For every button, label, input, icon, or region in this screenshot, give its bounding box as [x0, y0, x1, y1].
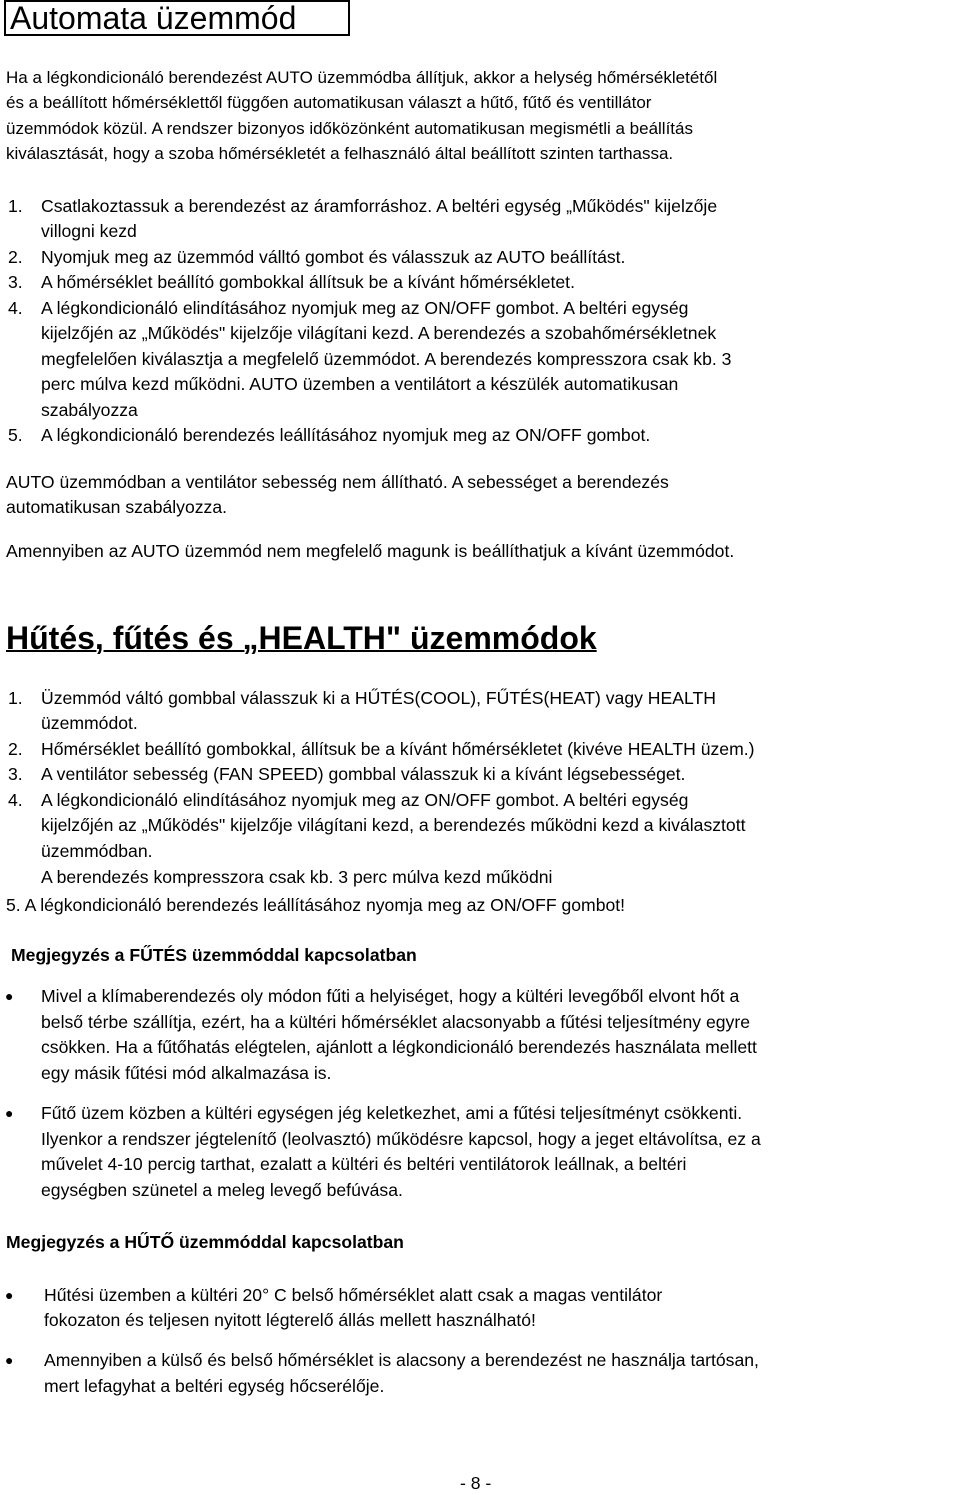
step-number: 3.: [8, 764, 23, 784]
step-number: 5.: [8, 425, 23, 445]
step-text: A ventilátor sebesség (FAN SPEED) gombbal válasszuk ki a kívánt légsebességet.: [41, 764, 686, 784]
bullet-text: egy másik fűtési mód alkalmazása is.: [41, 1063, 332, 1083]
bullet-text: Fűtő üzem közben a kültéri egységen jég keletkezhet, ami a fűtési teljesítményt csökkenti.: [41, 1103, 743, 1123]
cooling-note-title: Megjegyzés a HŰTŐ üzemmóddal kapcsolatban: [6, 1232, 404, 1252]
intro-line: Ha a légkondicionáló berendezést AUTO üzemmódba állítjuk, akkor a helység hőmérsékletétől: [6, 68, 718, 87]
intro-line: üzemmódok közül. A rendszer bizonyos időközönként automatikusan megismétli a beállítás: [6, 119, 693, 138]
bullet-text: Amennyiben a külső és belső hőmérséklet is alacsony a berendezést ne használja tartósan,: [44, 1350, 759, 1370]
section2-title: Hűtés, fűtés és „HEALTH" üzemmódok: [6, 620, 597, 656]
step-number: 4.: [8, 790, 23, 810]
bullet-text: mert lefagyhat a beltéri egység hőcserélője.: [44, 1376, 385, 1396]
bullet-icon: ●: [5, 1105, 14, 1121]
step-text: A hőmérséklet beállító gombokkal állítsuk be a kívánt hőmérsékletet.: [41, 272, 575, 292]
auto-note-line: automatikusan szabályozza.: [6, 497, 228, 517]
step-text: perc múlva kezd működni. AUTO üzemben a ventilátort a készülék automatikusan: [41, 374, 679, 394]
step-number: 4.: [8, 298, 23, 318]
step-text: A berendezés kompresszora csak kb. 3 perc múlva kezd működni: [41, 867, 553, 887]
bullet-text: Ilyenkor a rendszer jégtelenítő (leolvasztó) működésre kapcsol, hogy a jeget eltávolítsa, ez a: [41, 1129, 761, 1149]
step-text: megfelelően kiválasztja a megfelelő üzemmódot. A berendezés kompresszora csak kb. 3: [41, 349, 732, 369]
step-text: üzemmódot.: [41, 713, 138, 733]
step-text: A légkondicionáló berendezés leállításához nyomjuk meg az ON/OFF gombot.: [41, 425, 651, 445]
step-number: 2.: [8, 247, 23, 267]
bullet-icon: ●: [5, 988, 14, 1004]
bullet-text: Mivel a klímaberendezés oly módon fűti a helyiséget, hogy a kültéri levegőből elvont hőt a: [41, 986, 740, 1006]
step-text: A légkondicionáló elindításához nyomjuk meg az ON/OFF gombot. A beltéri egység: [41, 790, 689, 810]
step-text: üzemmódban.: [41, 841, 153, 861]
step-text: szabályozza: [41, 400, 138, 420]
section1-title: Automata üzemmód: [10, 0, 297, 36]
intro-line: kiválasztását, hogy a szoba hőmérsékletét a felhasználó által beállított szinten tarthassa.: [6, 144, 674, 163]
step-number: 2.: [8, 739, 23, 759]
step-text: kijelzőjén az „Működés" kijelzője világítani kezd. A berendezés a szobahőmérsékletnek: [41, 323, 717, 343]
bullet-icon: ●: [5, 1352, 14, 1368]
step-text: Üzemmód váltó gombbal válasszuk ki a HŰTÉS(COOL), FŰTÉS(HEAT) vagy HEALTH: [41, 688, 716, 708]
auto-note-2: Amennyiben az AUTO üzemmód nem megfelelő magunk is beállíthatjuk a kívánt üzemmódot.: [6, 541, 735, 561]
step-text: Nyomjuk meg az üzemmód válltó gombot és válasszuk az AUTO beállítást.: [41, 247, 626, 267]
heating-note-title: Megjegyzés a FŰTÉS üzemmóddal kapcsolatban: [11, 945, 417, 965]
auto-note-line: AUTO üzemmódban a ventilátor sebesség nem állítható. A sebességet a berendezés: [6, 472, 669, 492]
bullet-text: Hűtési üzemben a kültéri 20° C belső hőmérséklet alatt csak a magas ventilátor: [44, 1285, 663, 1305]
step-number: 1.: [8, 688, 23, 708]
bullet-text: csökken. Ha a fűtőhatás elégtelen, ajánlott a légkondicionáló berendezés használata mellett: [41, 1037, 757, 1057]
bullet-text: egységben szünetel a meleg levegő befúvása.: [41, 1180, 403, 1200]
intro-line: és a beállított hőmérséklettől függően automatikusan választ a hűtő, fűtő és ventillátor: [6, 93, 652, 112]
bullet-icon: ●: [5, 1287, 14, 1303]
step-text: kijelzőjén az „Működés" kijelzője világítani kezd, a berendezés működni kezd a kiválasztott: [41, 815, 746, 835]
bullet-text: fokozaton és teljesen nyitott légterelő állás mellett használható!: [44, 1310, 536, 1330]
bullet-text: belső térbe szállítja, ezért, ha a kültéri hőmérséklet alacsonyabb a fűtési teljesítmény egyre: [41, 1012, 750, 1032]
step-5: 5. A légkondicionáló berendezés leállításához nyomja meg az ON/OFF gombot!: [6, 895, 626, 915]
bullet-text: művelet 4-10 percig tarthat, ezalatt a kültéri és beltéri ventilátorok leállnak, a beltéri: [41, 1154, 687, 1174]
step-text: A légkondicionáló elindításához nyomjuk meg az ON/OFF gombot. A beltéri egység: [41, 298, 689, 318]
page-number: - 8 -: [460, 1473, 492, 1493]
step-number: 3.: [8, 272, 23, 292]
step-number: 1.: [8, 196, 23, 216]
step-text: villogni kezd: [41, 221, 137, 241]
step-text: Hőmérséklet beállító gombokkal, állítsuk be a kívánt hőmérsékletet (kivéve HEALTH üzem.): [41, 739, 755, 759]
step-text: Csatlakoztassuk a berendezést az áramforráshoz. A beltéri egység „Működés" kijelzője: [41, 196, 718, 216]
